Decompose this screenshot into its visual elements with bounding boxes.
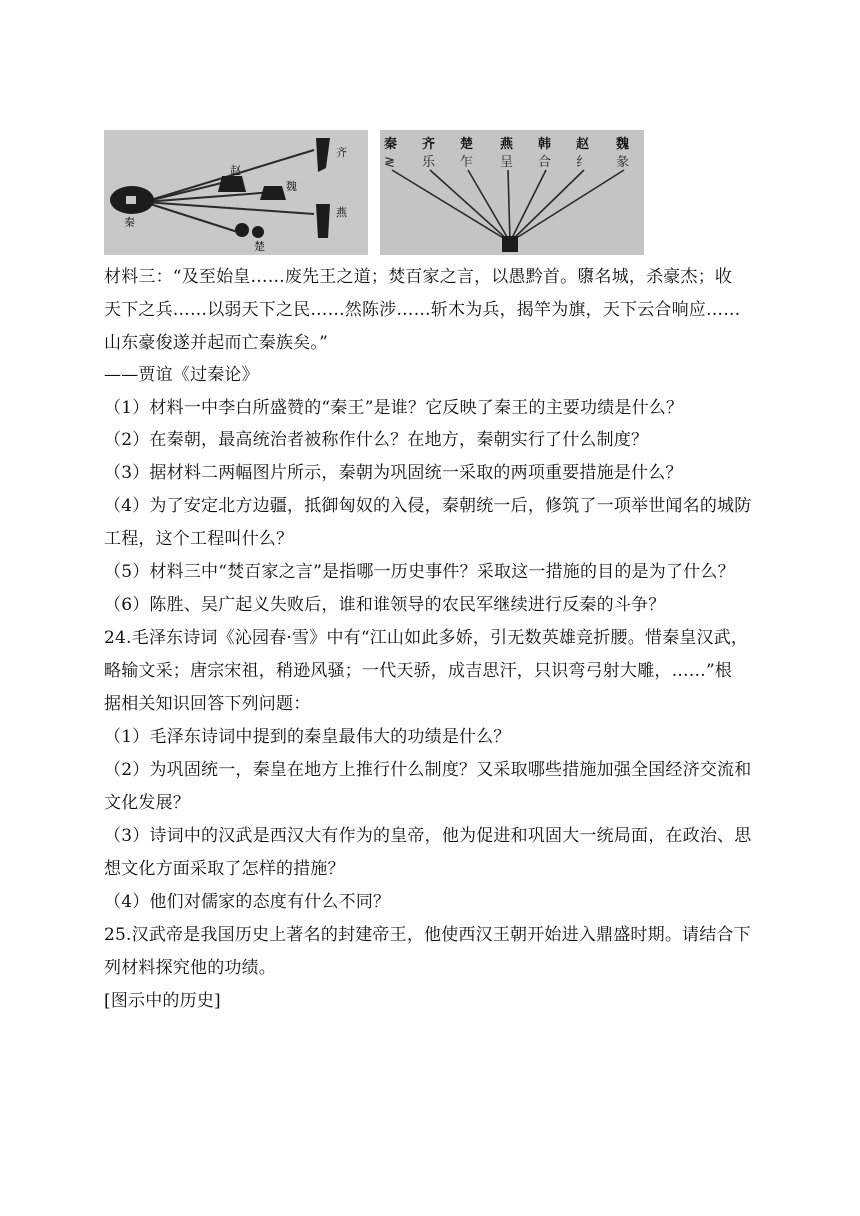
fig2-state-wei: 魏 [616,137,630,152]
figure-2-image [380,130,644,255]
fig1-label-wei: 魏 [286,180,297,193]
fig2-state-yan: 燕 [500,137,514,152]
fig1-label-qi: 齐 [336,146,347,159]
fig2-glyph-zhao: 纟 [576,155,590,170]
fig2-state-han: 韩 [538,137,552,152]
material-three-line-1: 材料三：“及至始皇……废先王之道；焚百家之言，以愚黔首。隳名城，杀豪杰；收 [104,267,733,287]
question-25-stem-line-2: 列材料探究他的功绩。 [104,958,276,978]
fig1-label-yan: 燕 [336,206,347,219]
material-two-figures [104,130,664,255]
question-23-5: （5）材料三中“焚百家之言”是指哪一历史事件？采取这一措施的目的是为了什么？ [104,562,735,582]
fig1-label-qin: 秦 [124,216,135,229]
fig2-glyph-han: 合 [538,155,552,170]
fig1-label-zhao: 赵 [230,164,241,177]
question-24-4: （4）他们对儒家的态度有什么不同？ [104,892,391,912]
question-24-2-line-2: 文化发展？ [104,793,190,813]
figure-1-image [104,130,368,255]
material-three-line-3: 山东豪俊遂并起而亡秦族矣。” [104,333,328,353]
material-three-source: ——贾谊《过秦论》 [104,365,259,385]
fig1-label-chu: 楚 [254,240,265,253]
fig2-glyph-yan: 呈 [500,155,514,170]
question-24-stem-line-2: 略输文采；唐宗宋祖，稍逊风骚；一代天骄，成吉思汗，只识弯弓射大雕，……”根 [104,661,733,681]
fig2-state-zhao: 赵 [576,137,590,152]
question-23-4-line-2: 工程，这个工程叫什么？ [104,529,294,549]
question-23-4-line-1: （4）为了安定北方边疆，抵御匈奴的入侵，秦朝统一后，修筑了一项举世闻名的城防 [104,496,752,516]
question-24-1: （1）毛泽东诗词中提到的秦皇最伟大的功绩是什么？ [104,727,511,747]
question-24-stem-line-1: 24.毛泽东诗词《沁园春·雪》中有“江山如此多娇，引无数英雄竞折腰。惜秦皇汉武， [104,628,749,648]
question-24-3-line-2: 想文化方面采取了怎样的措施？ [104,859,345,879]
question-24-3-line-1: （3）诗词中的汉武是西汉大有作为的皇帝，他为促进和巩固大一统局面，在政治、思 [104,826,752,846]
question-23-1: （1）材料一中李白所盛赞的“秦王”是谁？它反映了秦王的主要功绩是什么？ [104,398,684,418]
figure-qin-unified-currency [104,130,368,255]
fig2-glyph-qin: ≷ [384,155,395,170]
section-heading-history-in-figures: [图示中的历史] [104,991,221,1011]
fig2-glyph-chu: 乍 [460,155,474,170]
question-24-stem-line-3: 据相关知识回答下列问题： [104,694,311,714]
question-25-stem-line-1: 25.汉武帝是我国历史上著名的封建帝王，他使西汉王朝开始进入鼎盛时期。请结合下 [104,925,751,945]
fig2-glyph-wei: 彖 [616,155,630,170]
question-23-2: （2）在秦朝，最高统治者被称作什么？在地方，秦朝实行了什么制度？ [104,430,649,450]
question-23-6: （6）陈胜、吴广起义失败后，谁和谁领导的农民军继续进行反秦的斗争？ [104,595,666,615]
question-23-3: （3）据材料二两幅图片所示，秦朝为巩固统一采取的两项重要措施是什么？ [104,463,683,483]
figure-unified-script [380,130,644,255]
material-three-line-2: 天下之兵……以弱天下之民……然陈涉……斩木为兵，揭竿为旗，天下云合响应…… [104,300,741,320]
fig2-state-qi: 齐 [422,137,436,152]
fig2-state-chu: 楚 [460,137,474,152]
question-24-2-line-1: （2）为巩固统一，秦皇在地方上推行什么制度？又采取哪些措施加强全国经济交流和 [104,760,752,780]
fig2-state-qin: 秦 [384,137,398,152]
fig2-glyph-qi: 乐 [422,155,436,170]
